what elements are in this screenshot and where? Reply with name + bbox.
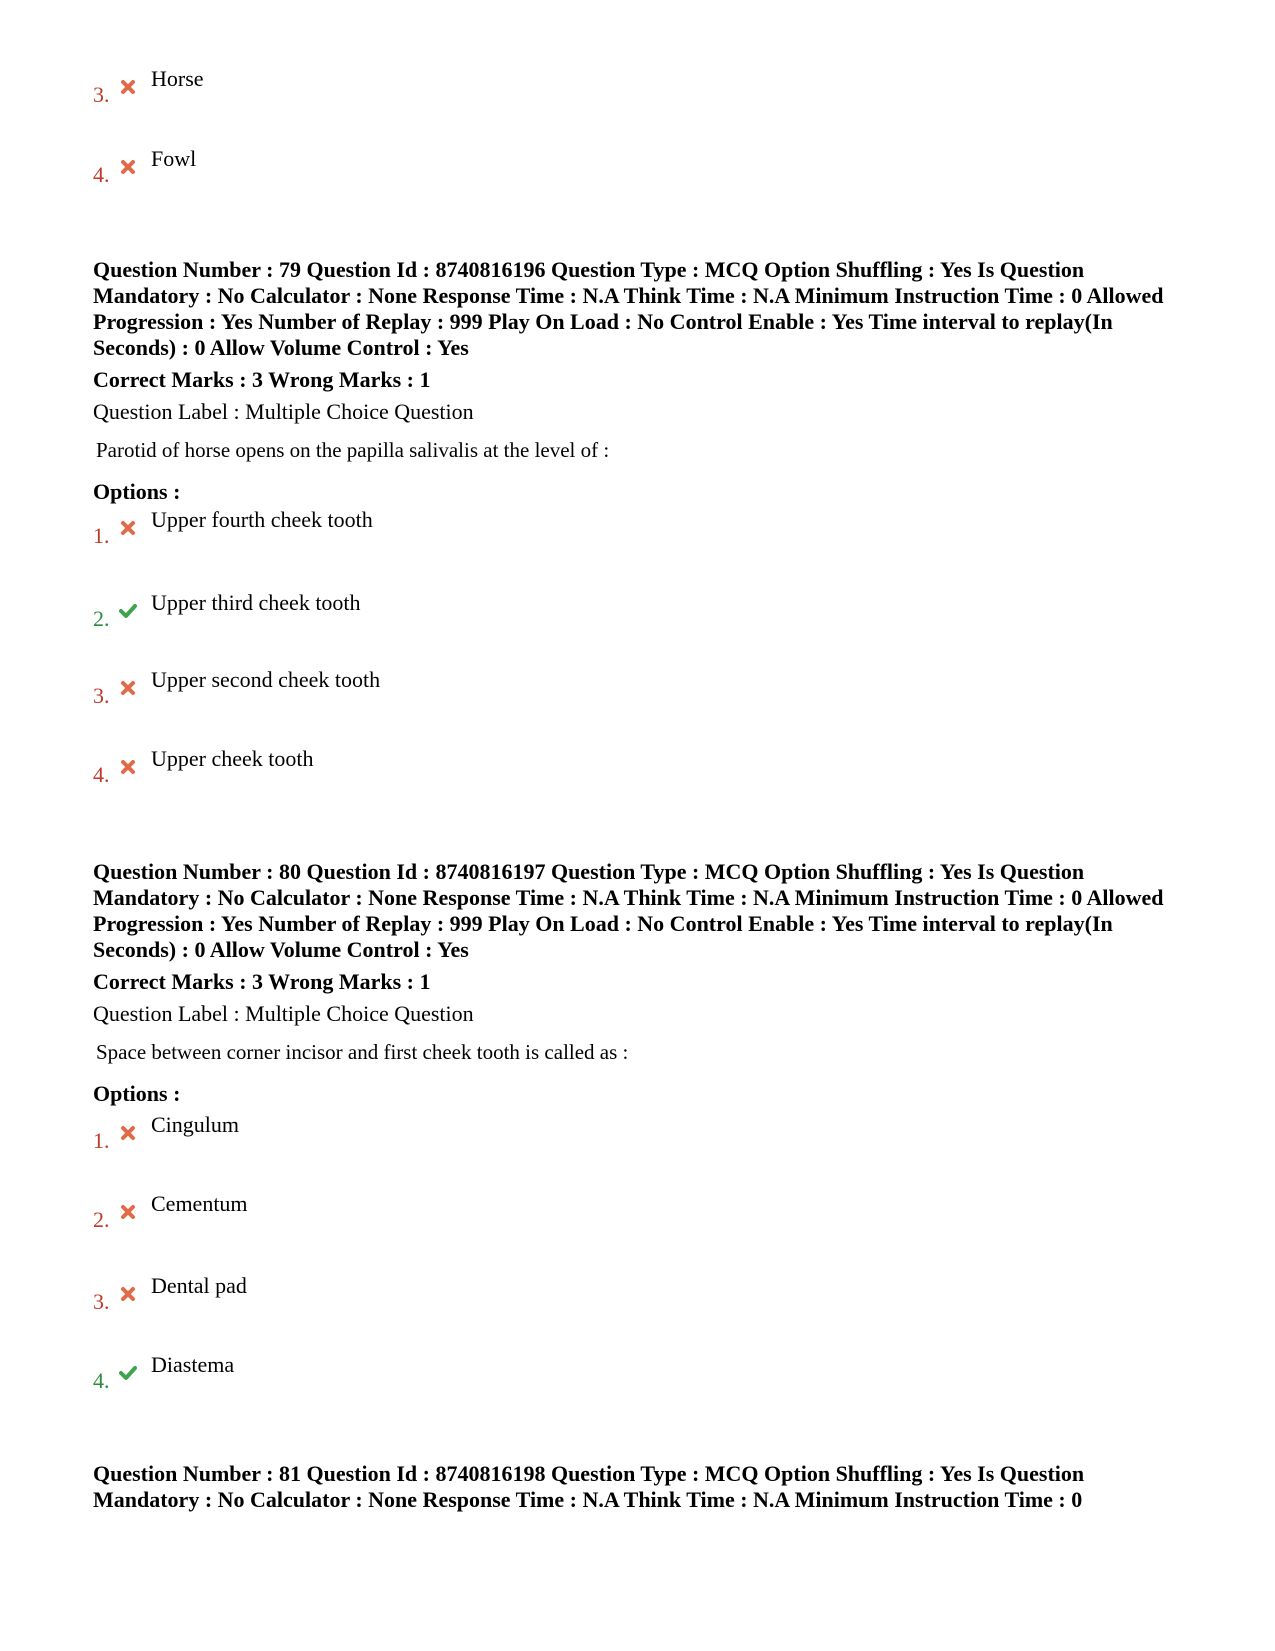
- options-heading: Options :: [93, 479, 181, 504]
- cross-icon: [119, 758, 137, 776]
- option-text: Upper cheek tooth: [151, 746, 314, 771]
- question-label: Question Label : Multiple Choice Question: [93, 1001, 474, 1026]
- cross-icon: [119, 1124, 137, 1142]
- check-icon: [119, 602, 137, 620]
- question-meta: Question Number : 81 Question Id : 8740816198 Question Type : MCQ Option Shuffling : Yes Is Question Mandatory : No Calculator : None Response Time : N.A Think Time : N.A Minimum Instruction Time : 0: [93, 1461, 1085, 1512]
- question-79-header: [93, 257, 1193, 505]
- option-number: 4.: [93, 162, 110, 187]
- cross-icon: [119, 679, 137, 697]
- option-text: Horse: [151, 66, 204, 91]
- question-marks: Correct Marks : 3 Wrong Marks : 1: [93, 969, 431, 994]
- option-text: Upper fourth cheek tooth: [151, 507, 373, 532]
- options-heading: Options :: [93, 1081, 181, 1106]
- question-meta: Question Number : 80 Question Id : 8740816197 Question Type : MCQ Option Shuffling : Yes Is Question Mandatory : No Calculator : None Response Time : N.A Think Time : N.A Minimum Instruction Time : 0 Allowed Progression : Yes Number of Replay : 999 Play On Load : No Control Enable : Yes Time interval to replay(In Seconds) : 0 Allow Volume Control : Yes: [93, 859, 1164, 962]
- question-meta: Question Number : 79 Question Id : 8740816196 Question Type : MCQ Option Shuffling : Yes Is Question Mandatory : No Calculator : None Response Time : N.A Think Time : N.A Minimum Instruction Time : 0 Allowed Progression : Yes Number of Replay : 999 Play On Load : No Control Enable : Yes Time interval to replay(In Seconds) : 0 Allow Volume Control : Yes: [93, 257, 1164, 360]
- option-number: 3.: [93, 1289, 110, 1314]
- option-text: Fowl: [151, 146, 197, 171]
- option-number: 2.: [93, 1207, 110, 1232]
- option-number: 4.: [93, 762, 110, 787]
- option-text: Cingulum: [151, 1112, 240, 1137]
- option-number: 1.: [93, 1128, 110, 1153]
- question-marks: Correct Marks : 3 Wrong Marks : 1: [93, 367, 431, 392]
- question-text: Space between corner incisor and first cheek tooth is called as :: [96, 1040, 629, 1064]
- option-number: 2.: [93, 606, 110, 631]
- option-text: Upper second cheek tooth: [151, 667, 381, 692]
- option-text: Diastema: [151, 1352, 235, 1377]
- check-icon: [119, 1364, 137, 1382]
- cross-icon: [119, 519, 137, 537]
- question-81-header: [93, 1461, 1193, 1513]
- option-number: 1.: [93, 523, 110, 548]
- question-label: Question Label : Multiple Choice Question: [93, 399, 474, 424]
- cross-icon: [119, 78, 137, 96]
- option-number: 3.: [93, 82, 110, 107]
- question-text: Parotid of horse opens on the papilla salivalis at the level of :: [96, 438, 610, 462]
- option-number: 3.: [93, 683, 110, 708]
- cross-icon: [119, 1285, 137, 1303]
- question-80-header: [93, 859, 1193, 1107]
- option-text: Dental pad: [151, 1273, 247, 1298]
- option-text: Cementum: [151, 1191, 248, 1216]
- option-number: 4.: [93, 1368, 110, 1393]
- cross-icon: [119, 158, 137, 176]
- cross-icon: [119, 1203, 137, 1221]
- option-text: Upper third cheek tooth: [151, 590, 361, 615]
